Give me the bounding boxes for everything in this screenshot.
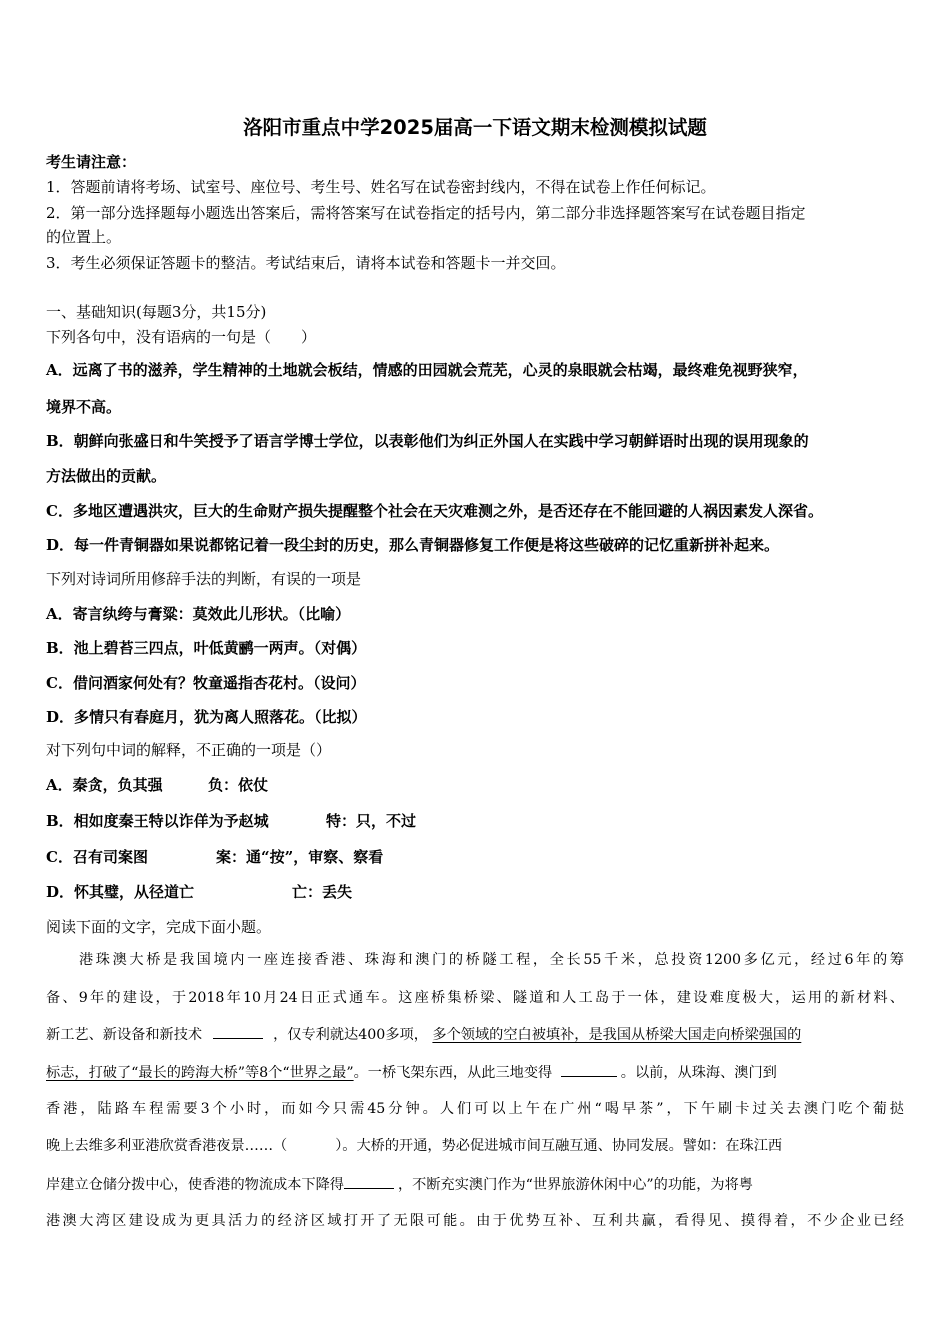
passage-line	[46, 1062, 777, 1083]
section-heading: 一、基础知识(每题3分，共15分)	[46, 303, 267, 321]
option-c: C．借问酒家何处有？牧童遥指杏花村。（设问）	[46, 674, 366, 692]
passage-text: 岸建立仓储分拨中心，使香港的物流成本下降得	[46, 1177, 344, 1193]
notice-item: 2．第一部分选择题每小题选出答案后，需将答案写在试卷指定的括号内，第二部分非选择题答案写在试卷题目指定	[46, 204, 806, 222]
notice-heading: 考生请注意：	[46, 153, 137, 171]
option-c-sentence: C．召有司案图	[46, 848, 148, 866]
underlined-sentence: 标志，打破了“最长的跨海大桥”等8个“世界之最”	[46, 1065, 354, 1081]
option-d: D．每一件青铜器如果说都铭记着一段尘封的历史，那么青铜器修复工作便是将这些破碎的记忆重新拼补起来。	[46, 536, 780, 554]
passage-line	[46, 1024, 801, 1045]
option-b-line2: 方法做出的贡献。	[46, 467, 167, 485]
passage-text: ，不断充实澳门作为“世界旅游休闲中心”的功能，为将粤	[397, 1177, 753, 1193]
option-d-gloss: 亡：丢失	[292, 883, 353, 901]
answer-blank[interactable]	[561, 1062, 617, 1077]
passage-text: 新工艺、新设备和新技术	[46, 1027, 203, 1043]
passage-text: ，仅专利就达400多项，	[273, 1027, 428, 1043]
passage-text: 。以前，从珠海、澳门到	[620, 1065, 777, 1081]
passage-line: 香港，陆路车程需要3个小时，而如今只需45分钟。人们可以上午在广州“喝早茶”，下午刷卡过关去澳门吃个葡挞	[46, 1101, 904, 1117]
notice-item: 的位置上。	[46, 228, 122, 246]
option-b-sentence: B．相如度秦王特以诈佯为予赵城	[46, 812, 269, 830]
option-b: B．池上碧苔三四点，叶低黄鹂一两声。（对偶）	[46, 639, 367, 657]
option-a-line1: A．远离了书的滋养，学生精神的土地就会板结，情感的田园就会荒芜，心灵的泉眼就会枯竭，最终难免视野狭窄，	[46, 361, 808, 379]
option-d-sentence: D．怀其璧，从径道亡	[46, 883, 195, 901]
question-stem: 对下列句中词的解释，不正确的一项是（）	[46, 741, 332, 759]
reading-instruction: 阅读下面的文字，完成下面小题。	[46, 918, 272, 936]
option-b-line1: B．朝鲜向张盛日和牛笑授予了语言学博士学位，以表彰他们为纠正外国人在实践中学习朝鲜语时出现的误用现象的	[46, 432, 809, 450]
passage-text: 。一桥飞架东西，从此三地变得	[353, 1065, 553, 1081]
page-title: 洛阳市重点中学2025届高一下语文期末检测模拟试题	[243, 116, 707, 139]
option-a: A．寄言纨绔与膏粱：莫效此儿形状。（比喻）	[46, 605, 351, 623]
answer-blank[interactable]	[344, 1174, 394, 1189]
passage-line: 港澳大湾区建设成为更具活力的经济区域打开了无限可能。由于优势互补、互利共赢，看得见、摸得着，不少企业已经	[46, 1213, 904, 1229]
option-c: C．多地区遭遇洪灾，巨大的生命财产损失提醒整个社会在天灾难测之外，是否还存在不能回避的人祸因素发人深省。	[46, 502, 823, 520]
passage-line	[46, 1136, 782, 1156]
underlined-sentence: 多个领域的空白被填补，是我国从桥梁大国走向桥梁强国的	[432, 1027, 802, 1043]
passage-line: 港珠澳大桥是我国境内一座连接香港、珠海和澳门的桥隧工程，全长55千米，总投资1200多亿元，经过6年的筹	[79, 952, 904, 968]
option-b-gloss: 特：只，不过	[326, 812, 417, 830]
passage-text: 晚上去维多利亚港欣赏香港夜景……（	[46, 1138, 288, 1154]
option-a-gloss: 负：依仗	[208, 776, 269, 794]
question-stem: 下列各句中，没有语病的一句是（ ）	[46, 328, 317, 346]
passage-line: 备、9年的建设，于2018年10月24日正式通车。这座桥集桥梁、隧道和人工岛于一体，建设难度极大，运用的新材料、	[46, 990, 904, 1006]
question-stem: 下列对诗词所用修辞手法的判断，有误的一项是	[46, 570, 362, 588]
notice-item: 3．考生必须保证答题卡的整洁。考试结束后，请将本试卷和答题卡一并交回。	[46, 254, 566, 272]
option-d: D．多情只有春庭月，犹为离人照落花。（比拟）	[46, 708, 367, 726]
option-c-gloss: 案：通“按”，审察、察看	[216, 848, 384, 866]
option-a-line2: 境界不高。	[46, 398, 122, 416]
passage-line	[46, 1174, 753, 1195]
passage-text: ）。大桥的开通，势必促进城市间互融互通、协同发展。譬如：在珠江西	[335, 1138, 783, 1154]
notice-item: 1．答题前请将考场、试室号、座位号、考生号、姓名写在试卷密封线内，不得在试卷上作任何标记。	[46, 178, 716, 196]
answer-blank[interactable]	[213, 1024, 263, 1039]
option-a-sentence: A．秦贪，负其强	[46, 776, 163, 794]
